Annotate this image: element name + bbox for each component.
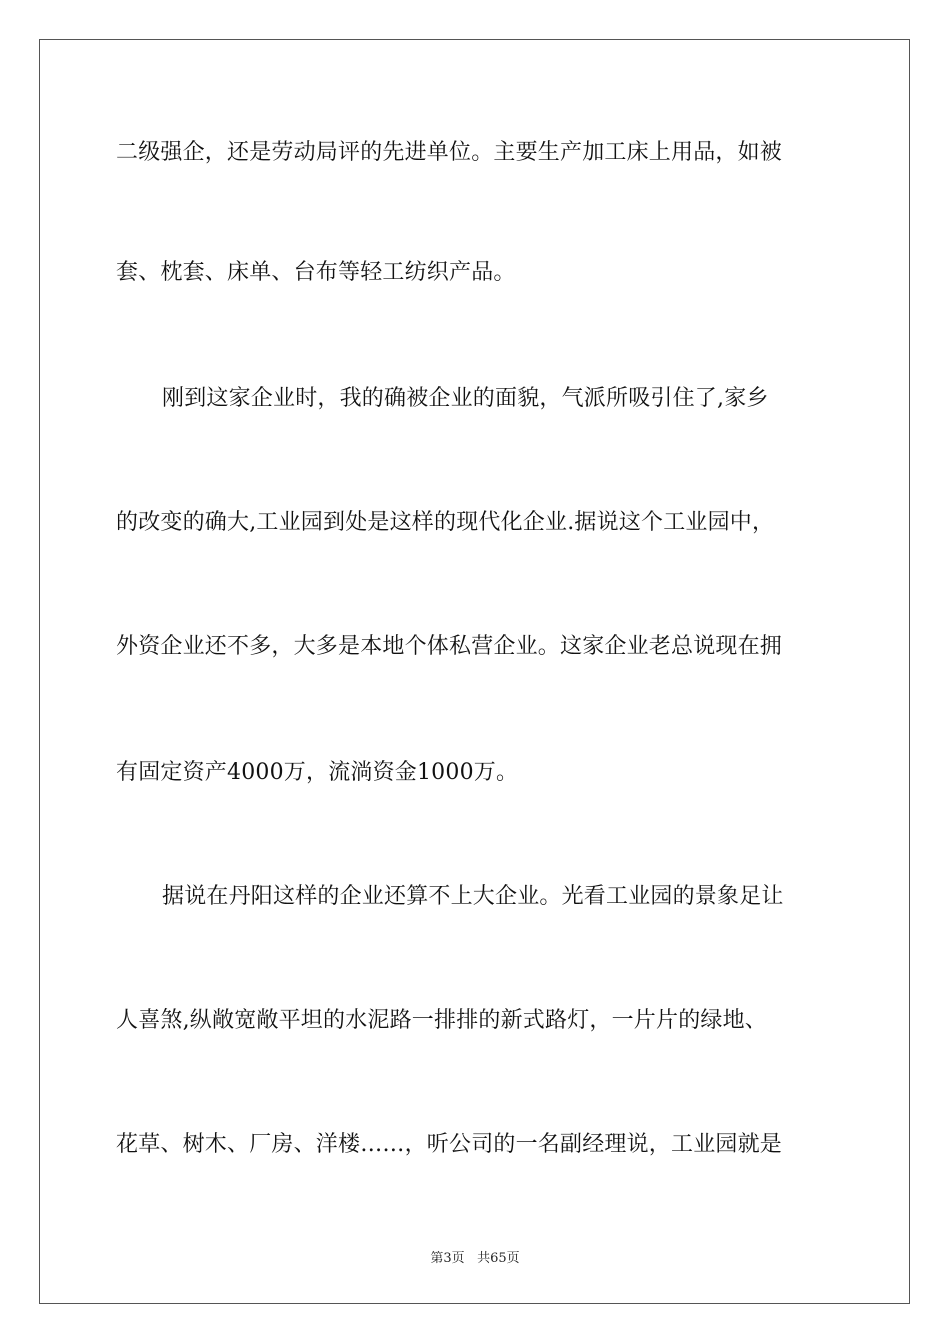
- text-line-5: 外资企业还不多，大多是本地个体私营企业。这家企业老总说现在拥: [116, 634, 783, 659]
- text-line-2: 套、枕套、床单、台布等轻工纺织产品。: [116, 260, 516, 285]
- text-line-6: 有固定资产4000万，流淌资金1000万。: [116, 760, 519, 785]
- text-line-8: 人喜煞,纵敞宽敞平坦的水泥路一排排的新式路灯，一片片的绿地、: [116, 1008, 767, 1033]
- text-line-1: 二级强企，还是劳动局评的先进单位。主要生产加工床上用品，如被: [116, 140, 783, 165]
- page-border: [39, 39, 910, 1304]
- text-line-4: 的改变的确大,工业园到处是这样的现代化企业.据说这个工业园中，: [116, 510, 775, 535]
- page-number: 第3页: [430, 1251, 465, 1266]
- page-footer: [0, 1247, 950, 1266]
- page-total: 共65页: [477, 1251, 520, 1266]
- text-line-7: 据说在丹阳这样的企业还算不上大企业。光看工业园的景象足让: [162, 884, 784, 909]
- text-line-3: 刚到这家企业时，我的确被企业的面貌，气派所吸引住了,家乡: [162, 386, 769, 411]
- text-line-9: 花草、树木、厂房、洋楼……，听公司的一名副经理说，工业园就是: [116, 1132, 783, 1157]
